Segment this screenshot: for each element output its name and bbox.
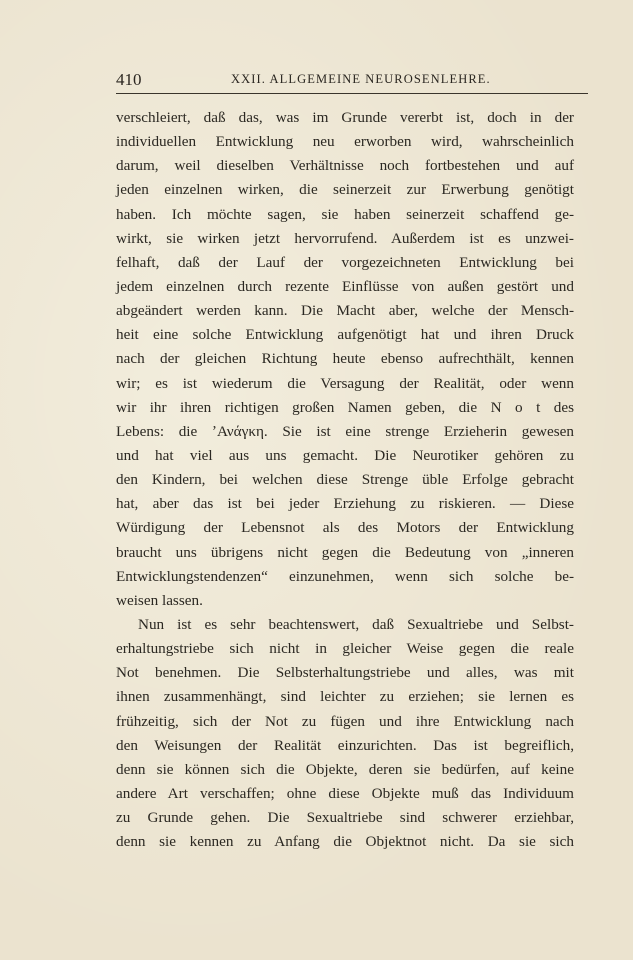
text-line: jeden einzelnen wirken, die seinerzeit zur Erwerbung genötigt — [116, 181, 574, 199]
text-line: ihnen zusammenhängt, sind leichter zu erziehen; sie lernen es — [116, 688, 574, 706]
text-line: denn sie kennen zu Anfang die Objektnot nicht. Da sie sich — [116, 833, 574, 851]
text-line: denn sie können sich die Objekte, deren sie bedürfen, auf keine — [116, 760, 574, 778]
text-line: hat, aber das ist bei jeder Erziehung zu riskieren. — Diese — [116, 495, 574, 513]
text-line: verschleiert, daß das, was im Grunde vererbt ist, doch in der — [116, 109, 574, 126]
header-rule — [116, 93, 588, 94]
text-line: andere Art verschaffen; ohne diese Objekte muß das Individuum — [116, 784, 574, 802]
page-header — [116, 70, 588, 92]
body-text — [116, 106, 574, 854]
text-line: abgeändert werden kann. Die Macht aber, welche der Mensch- — [116, 302, 574, 320]
text-line: heit eine solche Entwicklung aufgenötigt hat und ihren Druck — [116, 326, 574, 344]
text-line: wirkt, sie wirken jetzt hervorrufend. Außerdem ist es unzwei- — [116, 229, 574, 247]
text-line: den Kindern, bei welchen diese Strenge üble Erfolge gebracht — [116, 471, 574, 489]
text-line: und hat viel aus uns gemacht. Die Neurotiker gehören zu — [116, 446, 574, 464]
text-line: jedem einzelnen durch rezente Einflüsse von außen gestört und — [116, 277, 574, 295]
text-line: zu Grunde gehen. Die Sexualtriebe sind schwerer erziehbar, — [116, 809, 574, 827]
text-line: wir ihr ihren richtigen großen Namen geben, die N o t des — [116, 398, 574, 416]
text-line: Würdigung der Lebensnot als des Motors der Entwicklung — [116, 519, 574, 537]
text-line: frühzeitig, sich der Not zu fügen und ihre Entwicklung nach — [116, 712, 574, 730]
paragraph-first-line: Nun ist es sehr beachtenswert, daß Sexualtriebe und Selbst- — [138, 615, 574, 633]
text-line: braucht uns übrigens nicht gegen die Bedeutung von „inneren — [116, 543, 574, 561]
text-line: den Weisungen der Realität einzurichten. Das ist begreiflich, — [116, 736, 574, 754]
page-number: 410 — [116, 70, 142, 89]
text-line: erhaltungstriebe sich nicht in gleicher Weise gegen die reale — [116, 640, 574, 658]
text-line: haben. Ich möchte sagen, sie haben seinerzeit schaffend ge- — [116, 205, 574, 223]
running-head: XXII. ALLGEMEINE NEUROSENLEHRE. — [231, 72, 491, 86]
text-line: Not benehmen. Die Selbsterhaltungstriebe und alles, was mit — [116, 664, 574, 682]
text-line: felhaft, daß der Lauf der vorgezeichneten Entwicklung bei — [116, 253, 574, 271]
text-line: Entwicklungstendenzen“ einzunehmen, wenn sich solche be- — [116, 567, 574, 585]
text-line: darum, weil dieselben Verhältnisse noch fortbestehen und auf — [116, 157, 574, 175]
text-line: Lebens: die ʼΑνάγκη. Sie ist eine strenge Erzieherin gewesen — [116, 422, 574, 440]
text-line: individuellen Entwicklung neu erworben wird, wahrscheinlich — [116, 133, 574, 151]
paragraph-end-line: weisen lassen. — [116, 591, 203, 609]
text-line: wir; es ist wiederum die Versagung der Realität, oder wenn — [116, 374, 574, 392]
text-line: nach der gleichen Richtung heute ebenso aufrechthält, kennen — [116, 350, 574, 368]
